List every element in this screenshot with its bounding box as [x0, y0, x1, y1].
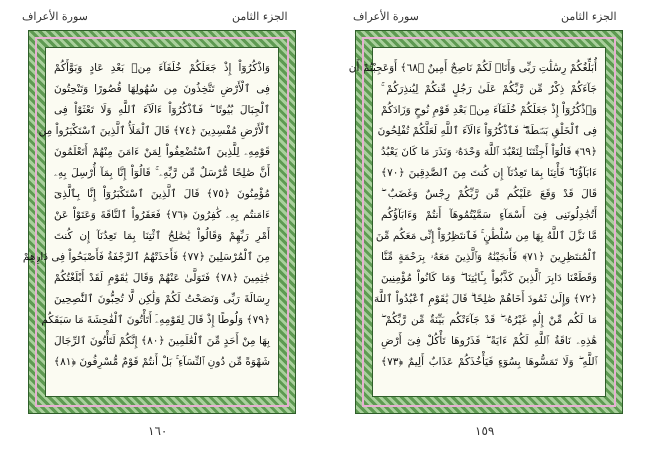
left-juz-name: الجزء الثامن: [232, 10, 288, 23]
text-line: وَقَطَعْنَا دَابِرَ ٱلَّذِينَ كَذَّبُواْ بِـَٔايَٰتِنَا ۖ وَمَا كَانُواْ مُؤْمِنِينَ: [381, 272, 597, 284]
left-surah-name: سورة الأعراف: [22, 10, 88, 23]
text-line: مِنَ ٱلْمُرْسَلِينَ ﴿٧٧﴾ فَأَخَذَتْهُمُ ٱلرَّجْفَةُ فَأَصْبَحُواْ فِى دَارِهِمْ: [22, 251, 270, 263]
text-line: ﴿٧٢﴾ وَإِلَىٰ ثَمُودَ أَخَاهُمْ صَٰلِحًا ۗ قَالَ يَٰقَوْمِ ٱعْبُدُواْ ٱللَّهَ: [374, 293, 597, 305]
text-line: بِهَا مِنْ أَحَدٍ مِّنَ ٱلْعَٰلَمِينَ ﴿٨٠﴾ إِنَّكُمْ لَتَأْتُونَ ٱلرِّجَالَ: [54, 335, 270, 347]
left-text-area: [22, 47, 279, 397]
right-page-number: ١٥٩: [475, 424, 495, 438]
text-line: مُؤْمِنُونَ ﴿٧٥﴾ قَالَ ٱلَّذِينَ ٱسْتَكْبَرُوٓاْ إِنَّا بِٱلَّذِىٓ: [54, 188, 270, 200]
text-line: وَاذْكُرُوٓاْ إِذْ جَعَلَكُمْ خُلَفَآءَ مِنۢ بَعْدِ عَادٍ وَبَوَّأَكُمْ: [54, 62, 270, 74]
text-line: ٱلْأَرْضِ مُفْسِدِينَ ﴿٧٤﴾ قَالَ ٱلْمَلَأُ ٱلَّذِينَ ٱسْتَكْبَرُواْ مِن: [38, 125, 270, 137]
text-line: جَٰثِمِينَ ﴿٧٨﴾ فَتَوَلَّىٰ عَنْهُمْ وَقَالَ يَٰقَوْمِ لَقَدْ أَبْلَغْتُكُمْ: [54, 272, 270, 284]
left-page-number: ١٦٠: [148, 424, 168, 438]
text-line: هَٰذِهِۦ نَاقَةُ ٱللَّهِ لَكُمْ ءَايَةً ۖ فَذَرُوهَا تَأْكُلْ فِىٓ أَرْضِ: [381, 335, 597, 347]
text-line: مَا لَكُم مِّنْ إِلَٰهٍ غَيْرُهُۥ ۖ قَدْ جَآءَتْكُم بَيِّنَةٌ مِّن رَّبِّكُمْ ۖ: [381, 314, 597, 326]
right-page: [325, 0, 650, 464]
text-line: جَآءَكُمْ ذِكْرٌ مِّن رَّبِّكُمْ عَلَىٰ رَجُلٍ مِّنكُمْ لِيُنذِرَكُمْ ۚ: [381, 83, 597, 95]
right-surah-name: سورة الأعراف: [353, 10, 419, 23]
left-ornamental-frame: [22, 30, 296, 414]
text-line: فِى ٱلْخَلْقِ بَصْۜطَةً ۖ فَٱذْكُرُوٓاْ ءَالَآءَ ٱللَّهِ لَعَلَّكُمْ تُفْلِحُونَ: [377, 125, 597, 137]
text-line: أَنَّ صَٰلِحًا مُّرْسَلٌ مِّن رَّبِّهِۦ ۚ قَالُوٓاْ إِنَّا بِمَآ أُرْسِلَ بِهِۦ: [54, 167, 270, 179]
right-juz-name: الجزء الثامن: [561, 10, 617, 23]
text-line: مَّا نَزَّلَ ٱللَّهُ بِهَا مِن سُلْطَٰنٍ ۚ فَٱنتَظِرُوٓاْ إِنِّى مَعَكُم مِّنَ: [375, 230, 597, 242]
text-line: قَوْمِهِۦ لِلَّذِينَ ٱسْتُضْعِفُواْ لِمَنْ ءَامَنَ مِنْهُمْ أَتَعْلَمُونَ: [54, 146, 270, 158]
text-line: أُبَلِّغُكُمْ رِسَٰلَٰتِ رَبِّى وَأَنَا۠ لَكُمْ نَاصِحٌ أَمِينٌ ﴿٦٨﴾ أَوَعَجِبْتُمْ أَن: [348, 62, 597, 74]
text-line: رِسَالَةَ رَبِّى وَنَصَحْتُ لَكُمْ وَلَٰكِن لَّا تُحِبُّونَ ٱلنَّٰصِحِينَ: [54, 293, 270, 305]
text-line: ﴿٧٩﴾ وَلُوطًا إِذْ قَالَ لِقَوْمِهِۦٓ أَتَأْتُونَ ٱلْفَٰحِشَةَ مَا سَبَقَكُم: [41, 314, 270, 326]
right-text-area: [348, 47, 606, 397]
text-line: ٱللَّهِ ۖ وَلَا تَمَسُّوهَا بِسُوٓءٍ فَيَأْخُذَكُمْ عَذَابٌ أَلِيمٌ ﴿٧٣﴾: [381, 356, 597, 368]
text-line: أَمْرِ رَبِّهِمْ وَقَالُواْ يَٰصَٰلِحُ ٱئْتِنَا بِمَا تَعِدُنَآ إِن كُنتَ: [54, 230, 270, 242]
text-line: وَٱذْكُرُوٓاْ إِذْ جَعَلَكُمْ خُلَفَآءَ مِنۢ بَعْدِ قَوْمِ نُوحٍ وَزَادَكُمْ: [381, 104, 597, 116]
text-line: قَالَ قَدْ وَقَعَ عَلَيْكُم مِّن رَّبِّكُمْ رِجْسٌ وَغَضَبٌ ۖ: [381, 188, 597, 200]
right-ornamental-frame: [348, 30, 623, 414]
text-line: ﴿٦٩﴾ قَالُوٓاْ أَجِئْتَنَا لِنَعْبُدَ ٱللَّهَ وَحْدَهُۥ وَنَذَرَ مَا كَانَ يَعْبُدُ: [381, 146, 597, 158]
text-line: فِى ٱلْأَرْضِ تَتَّخِذُونَ مِن سُهُولِهَا قُصُورًا وَتَنْحِتُونَ: [54, 83, 270, 95]
text-line: ءَابَآؤُنَا ۖ فَأْتِنَا بِمَا تَعِدُنَآ إِن كُنتَ مِنَ ٱلصَّٰدِقِينَ ﴿٧٠﴾: [381, 167, 597, 179]
text-line: ٱلْمُنتَظِرِينَ ﴿٧١﴾ فَأَنجَيْنَٰهُ وَٱلَّذِينَ مَعَهُۥ بِرَحْمَةٍ مِّنَّا: [381, 251, 598, 263]
text-line: ءَامَنتُم بِهِۦ كَٰفِرُونَ ﴿٧٦﴾ فَعَقَرُواْ ٱلنَّاقَةَ وَعَتَوْاْ عَنْ: [54, 209, 270, 221]
text-line: أَتُجَٰدِلُونَنِى فِىٓ أَسْمَآءٍ سَمَّيْتُمُوهَآ أَنتُمْ وَءَابَآؤُكُم: [381, 209, 597, 221]
text-line: شَهْوَةً مِّن دُونِ ٱلنِّسَآءِ ۚ بَلْ أَنتُمْ قَوْمٌ مُّسْرِفُونَ ﴿٨١﴾: [53, 356, 270, 368]
text-line: ٱلْجِبَالَ بُيُوتًا ۖ فَٱذْكُرُوٓاْ ءَالَآءَ ٱللَّهِ وَلَا تَعْثَوْاْ فِى: [54, 104, 270, 116]
